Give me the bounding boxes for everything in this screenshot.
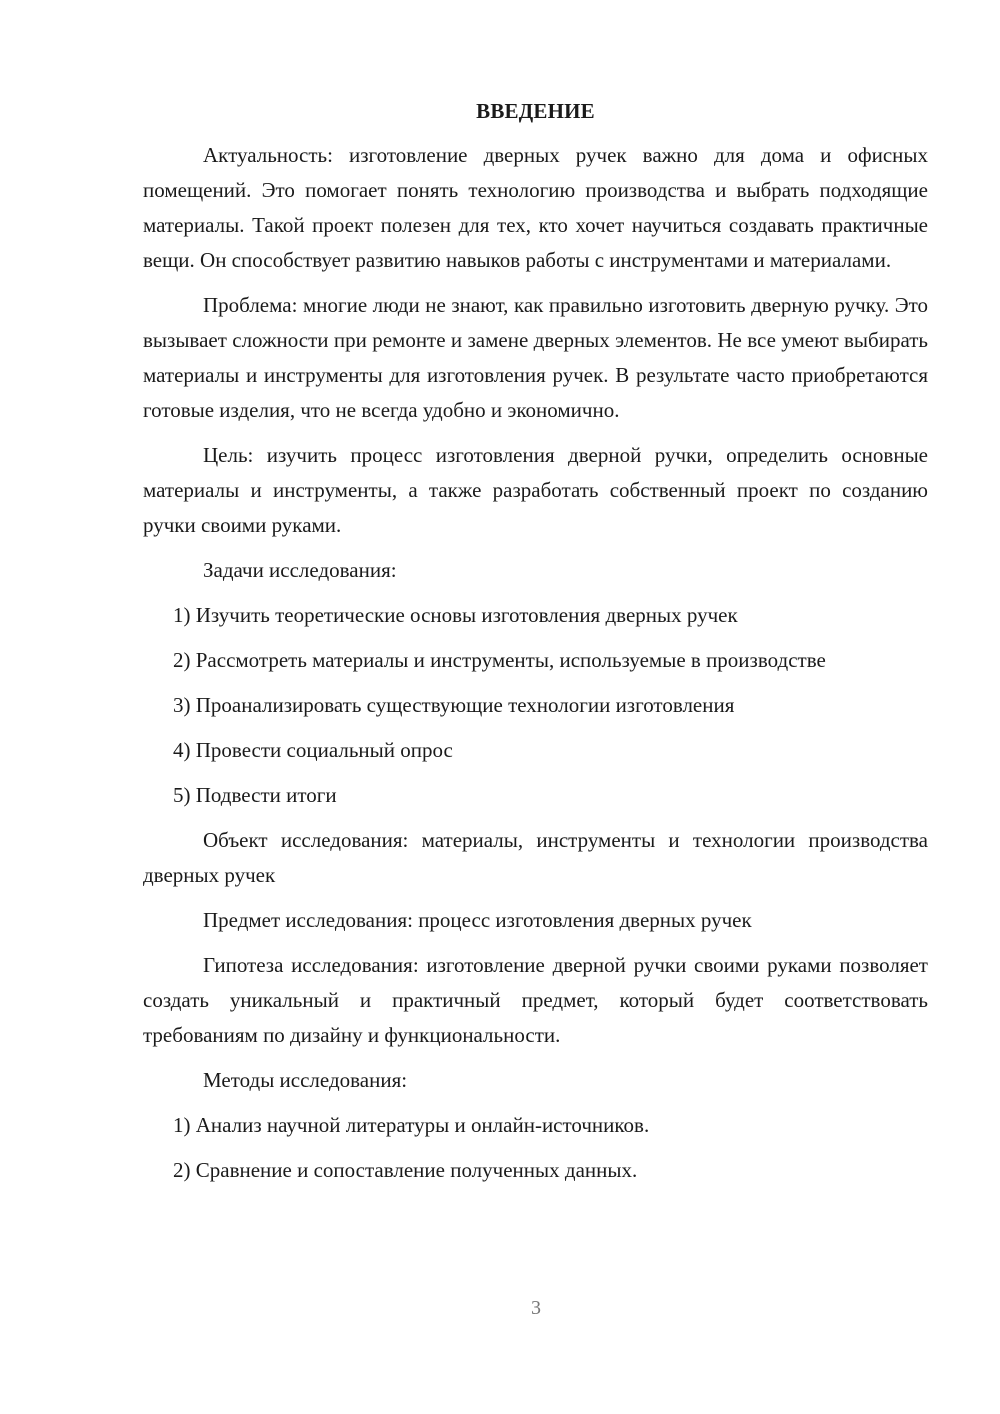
page-title: ВВЕДЕНИЕ [476, 99, 595, 123]
task-item-4: 4) Провести социальный опрос [173, 738, 453, 762]
page-content [143, 96, 928, 1198]
paragraph-goal: Цель: изучить процесс изготовления дверной ручки, определить основные материалы и инструменты, а также разработать собственный проект по созданию ручки своими руками. [143, 443, 928, 537]
paragraph-problem: Проблема: многие люди не знают, как правильно изготовить дверную ручку. Это вызывает сложности при ремонте и замене дверных элементов. Не все умеют выбирать материалы и инструменты для изготовления ручек. В результате часто приобретаются готовые изделия, что не всегда удобно и экономично. [143, 293, 928, 422]
methods-heading: Методы исследования: [203, 1068, 408, 1092]
paragraph-relevance: Актуальность: изготовление дверных ручек важно для дома и офисных помещений. Это помогает понять технологию производства и выбрать подходящие материалы. Такой проект полезен для тех, кто хочет научиться создавать практичные вещи. Он способствует развитию навыков работы с инструментами и материалами. [143, 143, 928, 272]
method-item-2: 2) Сравнение и сопоставление полученных данных. [173, 1158, 638, 1182]
method-item-1: 1) Анализ научной литературы и онлайн-источников. [173, 1113, 650, 1137]
paragraph-object: Объект исследования: материалы, инструменты и технологии производства дверных ручек [143, 828, 928, 887]
task-item-3: 3) Проанализировать существующие технологии изготовления [173, 693, 735, 717]
tasks-heading: Задачи исследования: [203, 558, 397, 582]
page-number: 3 [531, 1297, 541, 1319]
paragraph-hypothesis: Гипотеза исследования: изготовление дверной ручки своими руками позволяет создать уникальный и практичный предмет, который будет соответствовать требованиям по дизайну и функциональности. [143, 953, 928, 1047]
task-item-5: 5) Подвести итоги [173, 783, 337, 807]
task-item-1: 1) Изучить теоретические основы изготовления дверных ручек [173, 603, 738, 627]
paragraph-subject: Предмет исследования: процесс изготовления дверных ручек [203, 908, 752, 932]
task-item-2: 2) Рассмотреть материалы и инструменты, используемые в производстве [173, 648, 826, 672]
